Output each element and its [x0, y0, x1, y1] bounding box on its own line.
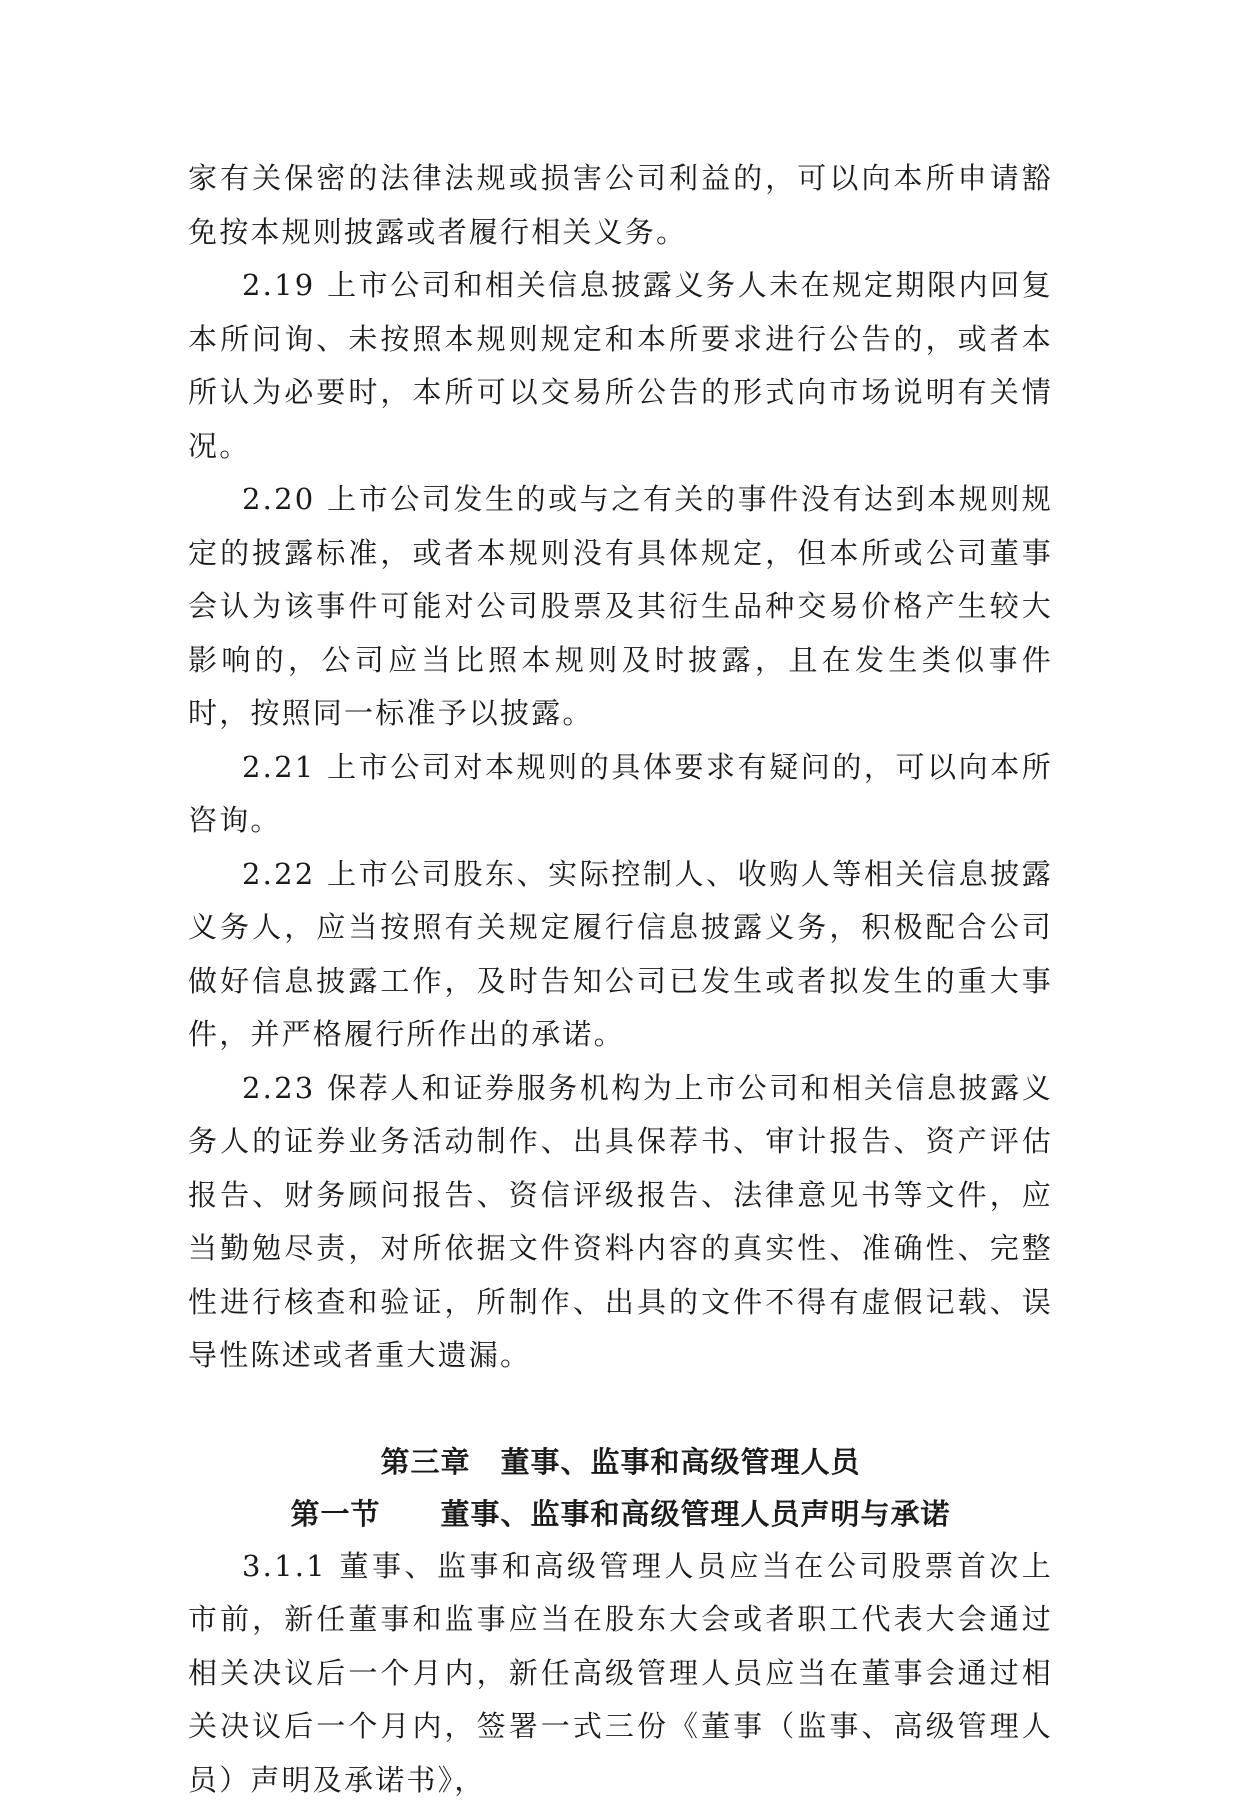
section-heading: 第一节 董事、监事和高级管理人员声明与承诺 [188, 1488, 1053, 1540]
paragraph-2-20: 2.20 上市公司发生的或与之有关的事件没有达到本规则规定的披露标准，或者本规则没有具体规定，但本所或公司董事会认为该事件可能对公司股票及其衍生品种交易价格产生较大影响的，公司应当比照本规则及时披露，且在发生类似事件时，按照同一标准予以披露。 [188, 473, 1053, 741]
chapter-heading: 第三章 董事、监事和高级管理人员 [188, 1436, 1053, 1488]
paragraph-2-21: 2.21 上市公司对本规则的具体要求有疑问的，可以向本所咨询。 [188, 741, 1053, 848]
paragraph-2-19: 2.19 上市公司和相关信息披露义务人未在规定期限内回复本所问询、未按照本规则规定和本所要求进行公告的，或者本所认为必要时，本所可以交易所公告的形式向市场说明有关情况。 [188, 259, 1053, 473]
paragraph-2-23: 2.23 保荐人和证券服务机构为上市公司和相关信息披露义务人的证券业务活动制作、出具保荐书、审计报告、资产评估报告、财务顾问报告、资信评级报告、法律意见书等文件，应当勤勉尽责，对所依据文件资料内容的真实性、准确性、完整性进行核查和验证，所制作、出具的文件不得有虚假记载、误导性陈述或者重大遗漏。 [188, 1062, 1053, 1383]
page-content [188, 152, 1053, 1807]
paragraph-continuation: 家有关保密的法律法规或损害公司利益的，可以向本所申请豁免按本规则披露或者履行相关义务。 [188, 152, 1053, 259]
paragraph-2-22: 2.22 上市公司股东、实际控制人、收购人等相关信息披露义务人，应当按照有关规定履行信息披露义务，积极配合公司做好信息披露工作，及时告知公司已发生或者拟发生的重大事件，并严格履行所作出的承诺。 [188, 848, 1053, 1062]
paragraph-3-1-1: 3.1.1 董事、监事和高级管理人员应当在公司股票首次上市前，新任董事和监事应当在股东大会或者职工代表大会通过相关决议后一个月内，新任高级管理人员应当在董事会通过相关决议后一个月内，签署一式三份《董事（监事、高级管理人员）声明及承诺书》， [188, 1540, 1053, 1807]
